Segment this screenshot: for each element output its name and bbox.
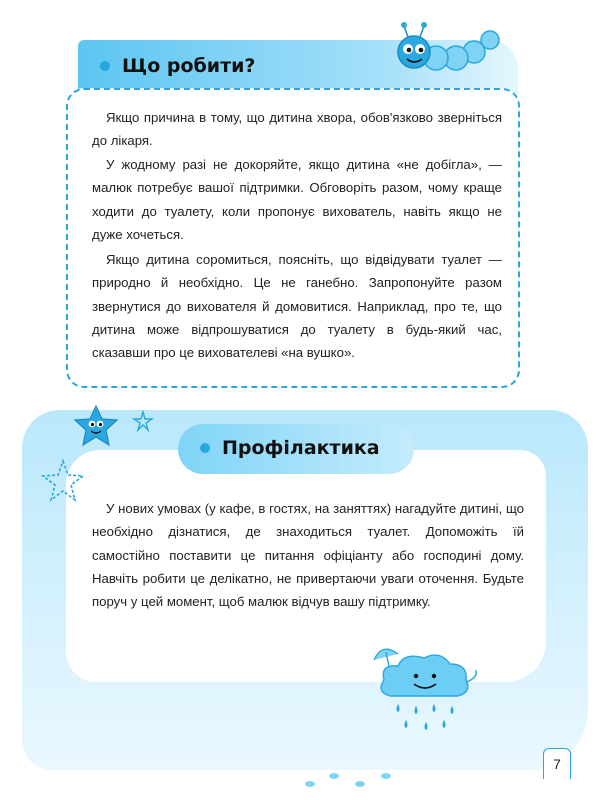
- star-outline-icon: [40, 458, 86, 504]
- section1-paragraph-1: Якщо причина в тому, що дитина хвора, обов'язково зверніться до лікаря.: [92, 110, 502, 149]
- page-number: 7: [543, 748, 571, 779]
- section1-paragraph-2: У жодному разі не докоряйте, якщо дитина «не добігла», — малюк потребує вашої підтримки. Обговоріть разом, чому краще ходити до туалету, коли пропонує вихователь, навіть якщо не дуже хочеться.: [92, 157, 502, 242]
- bullet-dot-icon: [100, 61, 110, 71]
- footprint-icon: [300, 756, 420, 796]
- bullet-dot-icon: [200, 443, 210, 453]
- section1-title: [100, 55, 255, 77]
- star-small-icon: [132, 410, 154, 432]
- section2-paragraph: У нових умовах (у кафе, в гостях, на заняттях) нагадуйте дитині, що необхідно дізнатися, де знаходиться туалет. Допоможіть їй самостійно поставити це питання офіціанту або господині дому. Навчіть робити це делікатно, не привертаючи уваги оточення. Будьте поруч у цей момент, щоб малюк відчув вашу підтримку.: [92, 501, 524, 610]
- caterpillar-icon: [392, 18, 512, 78]
- star-character-icon: [72, 404, 120, 448]
- cloud-character-icon: [354, 630, 494, 740]
- section1-title-text: Що робити?: [122, 55, 256, 77]
- section2-title-text: Профілактика: [222, 437, 380, 459]
- section2-title: [200, 437, 380, 459]
- section1-paragraph-3: Якщо дитина соромиться, поясніть, що відвідувати туалет — природно й необхідно. Це не ганебно. Запропонуйте разом звернутися до вихователя й домовитися. Наприклад, про те, що дитина може відпрошуватися до туалету в будь-який час, сказавши про це вихователеві «на вушко».: [92, 252, 502, 361]
